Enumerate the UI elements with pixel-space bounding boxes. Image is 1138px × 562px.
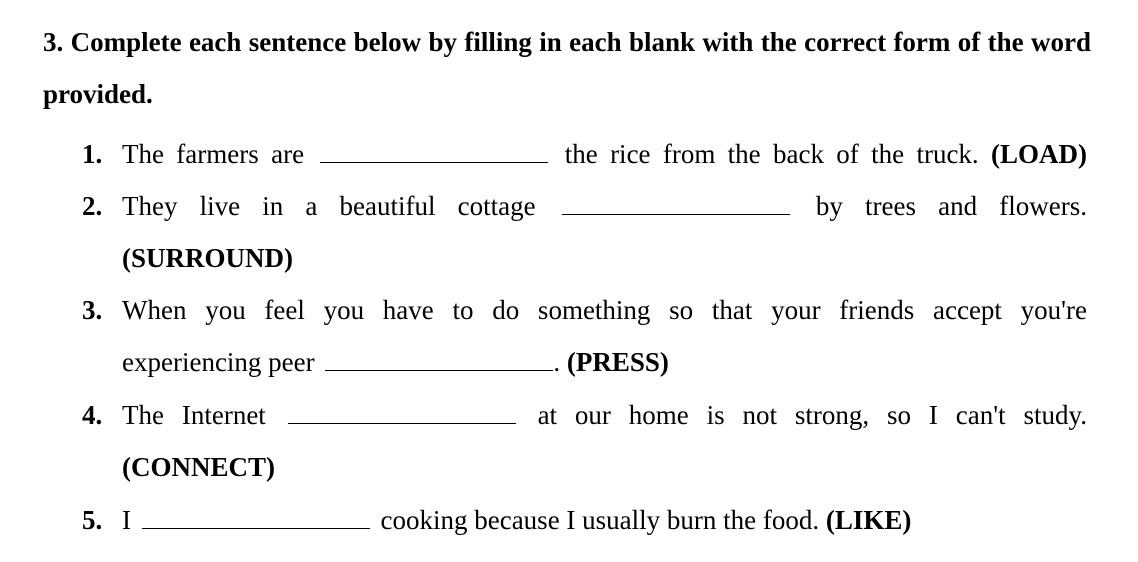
item-text-after: cooking because I usually burn the food. — [380, 505, 820, 535]
answer-blank[interactable] — [325, 348, 553, 371]
item-text-after: at our home is not strong, so I can't study. — [537, 400, 1087, 430]
word-hint: (LOAD) — [991, 139, 1088, 169]
item-text-before: I — [122, 505, 131, 535]
exercise-item-4 — [82, 389, 1087, 493]
exercise-instruction: 3. Complete each sentence below by filling in each blank with the correct form of the word provided. — [43, 27, 1091, 109]
answer-blank[interactable] — [288, 401, 516, 424]
word-hint: (PRESS) — [566, 347, 669, 377]
item-number: 3. — [82, 295, 103, 325]
word-hint: (CONNECT) — [122, 452, 275, 482]
item-number: 2. — [82, 191, 103, 221]
item-number: 1. — [82, 139, 103, 169]
item-text — [122, 128, 1087, 180]
exercise-item-2 — [82, 180, 1087, 284]
item-text — [122, 284, 1087, 388]
exercise-item-5 — [82, 494, 1087, 546]
item-number: 5. — [82, 505, 103, 535]
item-text-before: The farmers are — [122, 139, 305, 169]
item-number: 4. — [82, 400, 103, 430]
answer-blank[interactable] — [142, 506, 370, 529]
item-text-line-2: experiencing peer — [122, 347, 315, 377]
item-text — [122, 389, 1087, 493]
exercise-item-3 — [82, 284, 1087, 388]
item-text-before: The Internet — [122, 400, 266, 430]
item-text — [122, 180, 1087, 284]
item-text-after: by trees and flowers. — [815, 191, 1088, 221]
item-text-after: . — [553, 347, 561, 377]
item-text-before: They live in a beautiful cottage — [122, 191, 536, 221]
item-text-line-1: When you feel you have to do something so that your friends accept you're — [122, 295, 1087, 325]
answer-blank[interactable] — [320, 140, 548, 163]
item-text-after: the rice from the back of the truck. — [564, 139, 979, 169]
word-hint: (SURROUND) — [122, 243, 293, 273]
answer-blank[interactable] — [562, 192, 790, 215]
word-hint: (LIKE) — [825, 505, 912, 535]
exercise-item-1 — [82, 128, 1087, 180]
item-text — [122, 494, 1087, 546]
